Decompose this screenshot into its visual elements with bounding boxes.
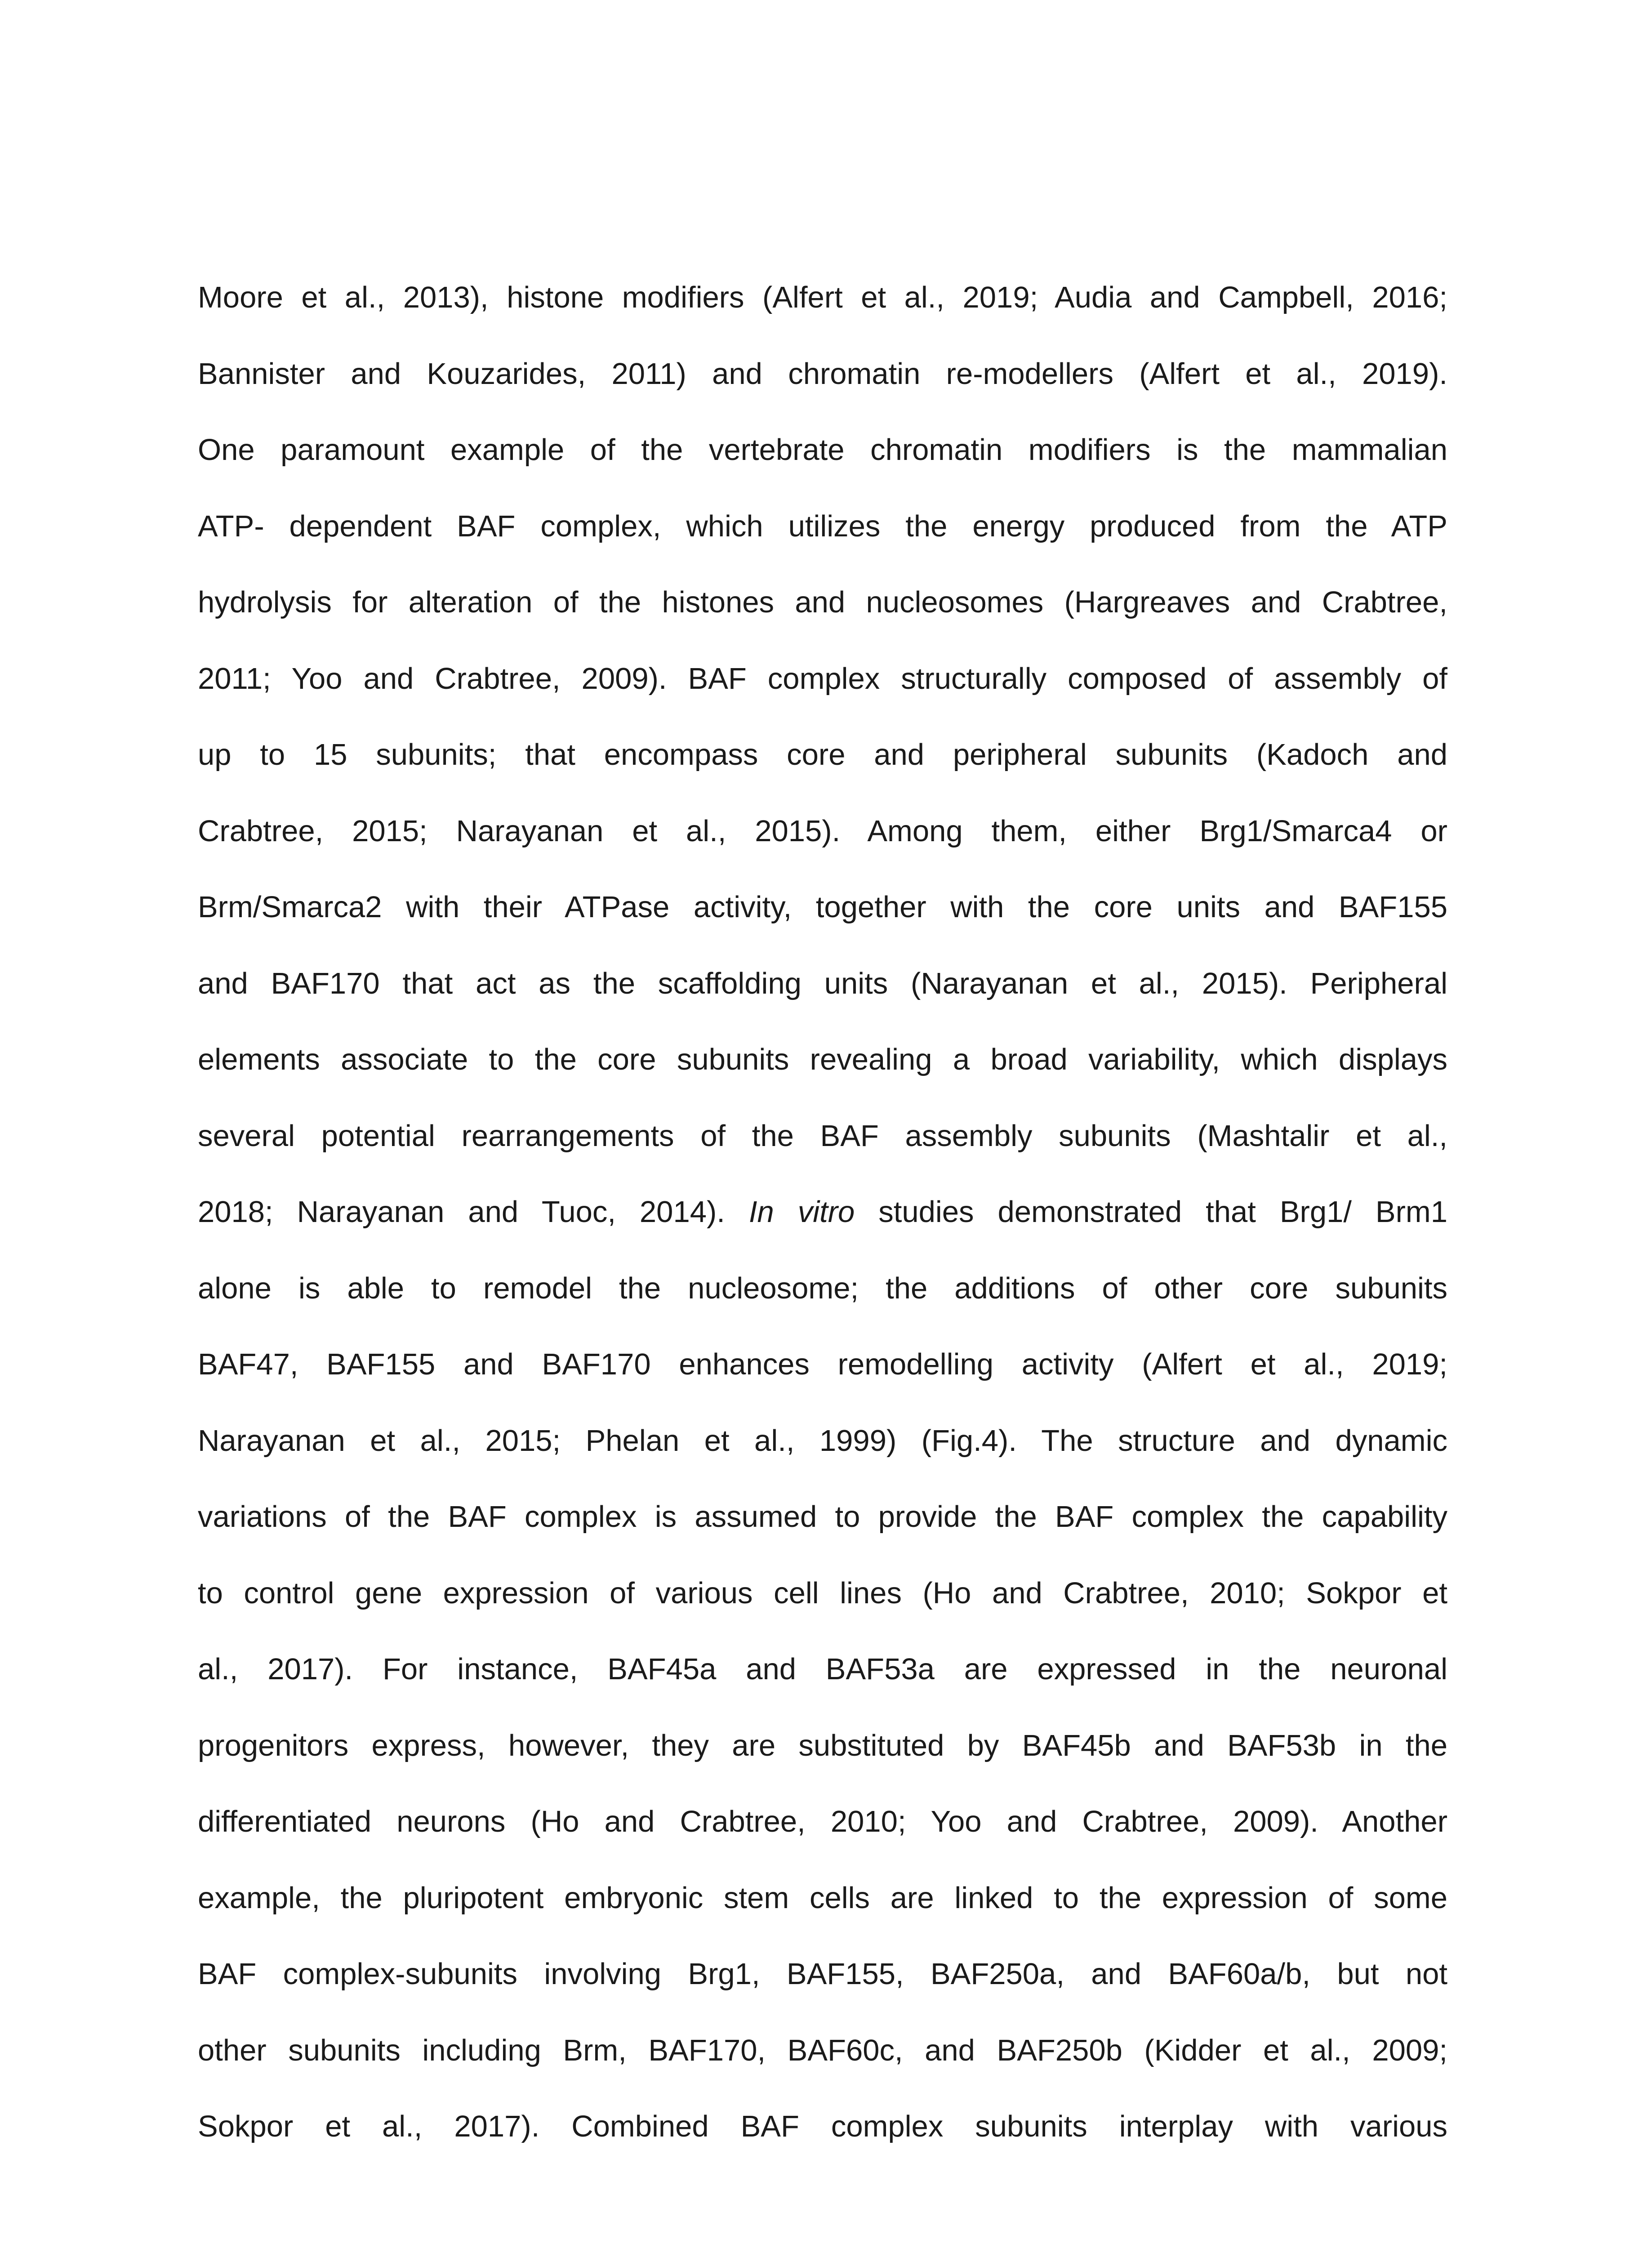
text-segment: example, the pluripotent embryonic stem cells are linked to the expression of some xyxy=(198,1881,1447,1915)
italic-term: In vitro xyxy=(748,1195,855,1229)
text-line xyxy=(198,275,1447,352)
text-line xyxy=(198,961,1447,1038)
text-line xyxy=(198,1647,1447,1723)
text-segment: Bannister and Kouzarides, 2011) and chromatin re-modellers (Alfert et al., 2019). xyxy=(198,357,1447,391)
text-line xyxy=(198,352,1447,428)
text-segment: elements associate to the core subunits revealing a broad variability, which displays xyxy=(198,1043,1447,1076)
text-segment: up to 15 subunits; that encompass core and peripheral subunits (Kadoch and xyxy=(198,738,1447,772)
body-text xyxy=(198,275,1447,2181)
text-line xyxy=(198,809,1447,885)
text-segment: progenitors express, however, they are substituted by BAF45b and BAF53b in the xyxy=(198,1728,1447,1762)
text-line xyxy=(198,504,1447,580)
text-line xyxy=(198,1418,1447,1495)
text-segment: BAF complex-subunits involving Brg1, BAF155, BAF250a, and BAF60a/b, but not xyxy=(198,1957,1447,1991)
text-line xyxy=(198,1114,1447,1190)
text-line xyxy=(198,1799,1447,1876)
text-segment: and BAF170 that act as the scaffolding units (Narayanan et al., 2015). Peripheral xyxy=(198,966,1447,1000)
text-segment: variations of the BAF complex is assumed to provide the BAF complex the capability xyxy=(198,1500,1447,1534)
text-segment: 2018; Narayanan and Tuoc, 2014). xyxy=(198,1195,749,1229)
text-line xyxy=(198,428,1447,504)
text-segment: al., 2017). For instance, BAF45a and BAF53a are expressed in the neuronal xyxy=(198,1652,1447,1686)
text-segment: Sokpor et al., 2017). Combined BAF complex subunits interplay with various xyxy=(198,2110,1447,2143)
text-segment: Moore et al., 2013), histone modifiers (Alfert et al., 2019; Audia and Campbell, 2016; xyxy=(198,281,1447,314)
text-segment: BAF47, BAF155 and BAF170 enhances remodelling activity (Alfert et al., 2019; xyxy=(198,1347,1447,1381)
text-segment: hydrolysis for alteration of the histones and nucleosomes (Hargreaves and Crabtree, xyxy=(198,585,1447,619)
text-line xyxy=(198,656,1447,733)
text-segment: 2011; Yoo and Crabtree, 2009). BAF complex structurally composed of assembly of xyxy=(198,661,1447,696)
text-segment: several potential rearrangements of the BAF assembly subunits (Mashtalir et al., xyxy=(198,1119,1447,1153)
text-segment: Brm/Smarca2 with their ATPase activity, together with the core units and BAF155 xyxy=(198,890,1447,924)
text-segment: other subunits including Brm, BAF170, BAF60c, and BAF250b (Kidder et al., 2009; xyxy=(198,2033,1447,2067)
text-segment: ATP- dependent BAF complex, which utilizes the energy produced from the ATP xyxy=(198,509,1447,543)
text-line xyxy=(198,1876,1447,1952)
text-line xyxy=(198,1723,1447,1800)
text-line xyxy=(198,1494,1447,1571)
text-segment: Crabtree, 2015; Narayanan et al., 2015). Among them, either Brg1/Smarca4 or xyxy=(198,814,1447,848)
text-line xyxy=(198,1266,1447,1343)
text-segment: alone is able to remodel the nucleosome; the additions of other core subunits xyxy=(198,1271,1447,1305)
text-line xyxy=(198,1037,1447,1114)
text-segment: Narayanan et al., 2015; Phelan et al., 1999) (Fig.4). The structure and dynamic xyxy=(198,1423,1447,1458)
text-line xyxy=(198,1342,1447,1418)
text-segment: One paramount example of the vertebrate chromatin modifiers is the mammalian xyxy=(198,433,1447,467)
text-segment: differentiated neurons (Ho and Crabtree, 2010; Yoo and Crabtree, 2009). Another xyxy=(198,1805,1447,1838)
text-segment: studies demonstrated that Brg1/ Brm1 xyxy=(855,1195,1447,1229)
text-line xyxy=(198,580,1447,656)
text-line xyxy=(198,2028,1447,2105)
text-line xyxy=(198,885,1447,961)
text-line xyxy=(198,1571,1447,1647)
text-segment: to control gene expression of various cell lines (Ho and Crabtree, 2010; Sokpor et xyxy=(198,1576,1447,1610)
text-line xyxy=(198,732,1447,809)
text-line xyxy=(198,1952,1447,2028)
text-line xyxy=(198,1190,1447,1266)
text-line xyxy=(198,2104,1447,2181)
